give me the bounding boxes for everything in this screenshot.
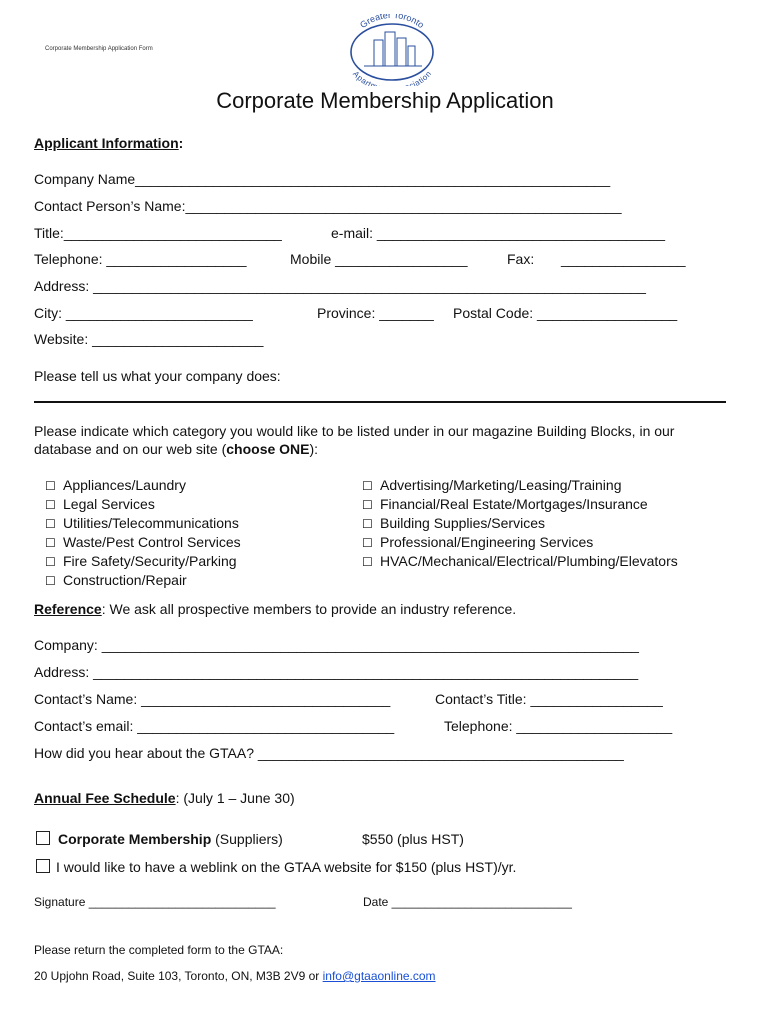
email-link[interactable]: info@gtaaonline.com <box>322 969 436 983</box>
reference-contact-name-field[interactable]: Contact’s Name: ________________________________ <box>34 691 391 707</box>
province-field[interactable]: Province: _______ <box>317 305 434 321</box>
checkbox-icon[interactable]: ☐ <box>45 574 56 588</box>
category-option[interactable]: ☐ Financial/Real Estate/Mortgages/Insurance <box>362 496 648 512</box>
category-option[interactable]: ☐ Professional/Engineering Services <box>362 534 594 550</box>
weblink-option[interactable]: I would like to have a weblink on the GTAA website for $150 (plus HST)/yr. <box>36 859 516 876</box>
category-option[interactable]: ☐ Building Supplies/Services <box>362 515 545 531</box>
category-option[interactable]: ☐ Appliances/Laundry <box>45 477 186 493</box>
section-divider <box>34 401 726 403</box>
category-option[interactable]: ☐ HVAC/Mechanical/Electrical/Plumbing/Elevators <box>362 553 678 569</box>
checkbox-icon[interactable]: ☐ <box>362 498 373 512</box>
date-field[interactable]: Date ___________________________ <box>363 895 572 909</box>
svg-text:Greater Toronto <box>358 14 426 30</box>
corporate-membership-option[interactable]: Corporate Membership (Suppliers) <box>36 831 283 848</box>
category-instructions: Please indicate which category you would like to be listed under in our magazine Building Blocks, in our database and on our web site (choose ONE): <box>34 423 675 457</box>
city-field[interactable]: City: ________________________ <box>34 305 253 321</box>
checkbox-icon[interactable]: ☐ <box>45 479 56 493</box>
website-field[interactable]: Website: ______________________ <box>34 331 264 347</box>
signature-field[interactable]: Signature ____________________________ <box>34 895 276 909</box>
checkbox-icon[interactable]: ☐ <box>362 517 373 531</box>
applicant-section-heading: Applicant Information: <box>34 135 184 151</box>
fax-field[interactable]: ________________ <box>561 251 686 267</box>
mobile-field[interactable]: Mobile _________________ <box>290 251 468 267</box>
category-option[interactable]: ☐ Construction/Repair <box>45 572 187 588</box>
category-option[interactable]: ☐ Fire Safety/Security/Parking <box>45 553 237 569</box>
checkbox-icon[interactable]: ☐ <box>45 536 56 550</box>
postal-code-field[interactable]: Postal Code: __________________ <box>453 305 678 321</box>
telephone-field[interactable]: Telephone: __________________ <box>34 251 247 267</box>
category-option[interactable]: ☐ Utilities/Telecommunications <box>45 515 239 531</box>
reference-telephone-field[interactable]: Telephone: ____________________ <box>444 718 673 734</box>
reference-contact-title-field[interactable]: Contact’s Title: _________________ <box>435 691 663 707</box>
category-list-right <box>362 476 678 571</box>
title-field[interactable]: Title:____________________________ <box>34 225 282 241</box>
page-title: Corporate Membership Application <box>216 88 554 113</box>
reference-contact-email-field[interactable]: Contact’s email: _________________________________ <box>34 718 395 734</box>
checkbox-icon[interactable]: ☐ <box>45 555 56 569</box>
category-option[interactable]: ☐ Legal Services <box>45 496 155 512</box>
email-field[interactable]: e-mail: _____________________________________ <box>331 225 665 241</box>
reference-company-field[interactable]: Company: _____________________________________________________________________ <box>34 637 639 653</box>
checkbox-icon[interactable] <box>36 831 50 845</box>
logo-bottom-text: Apart ciation <box>351 69 434 86</box>
checkbox-icon[interactable]: ☐ <box>362 536 373 550</box>
checkbox-icon[interactable]: ☐ <box>362 555 373 569</box>
category-option[interactable]: ☐ Advertising/Marketing/Leasing/Training <box>362 477 622 493</box>
contact-person-field[interactable]: Contact Person’s Name:________________________________________________________ <box>34 198 622 214</box>
mailing-address: 20 Upjohn Road, Suite 103, Toronto, ON, M3B 2V9 or info@gtaaonline.com <box>34 969 436 983</box>
fax-label: Fax: <box>507 251 535 267</box>
category-list-left <box>45 476 241 590</box>
gtaa-logo-icon <box>346 14 438 86</box>
form-header-label: Corporate Membership Application Form <box>45 46 153 52</box>
return-instructions: Please return the completed form to the GTAA: <box>34 943 284 957</box>
logo-top-text: Greater Toronto <box>358 14 427 31</box>
hear-about-field[interactable]: How did you hear about the GTAA? _______________________________________________ <box>34 745 624 761</box>
checkbox-icon[interactable]: ☐ <box>45 498 56 512</box>
reference-section-heading: Reference: We ask all prospective members to provide an industry reference. <box>34 601 517 617</box>
checkbox-icon[interactable]: ☐ <box>362 479 373 493</box>
reference-address-field[interactable]: Address: ______________________________________________________________________ <box>34 664 639 680</box>
fee-schedule-heading: Annual Fee Schedule: (July 1 – June 30) <box>34 790 295 806</box>
corporate-membership-price: $550 (plus HST) <box>362 831 464 847</box>
category-option[interactable]: ☐ Waste/Pest Control Services <box>45 534 241 550</box>
checkbox-icon[interactable] <box>36 859 50 873</box>
company-description-label: Please tell us what your company does: <box>34 368 281 384</box>
checkbox-icon[interactable]: ☐ <box>45 517 56 531</box>
address-field[interactable]: Address: _______________________________________________________________________ <box>34 278 646 294</box>
company-name-field[interactable]: Company Name_____________________________________________________________ <box>34 171 611 187</box>
